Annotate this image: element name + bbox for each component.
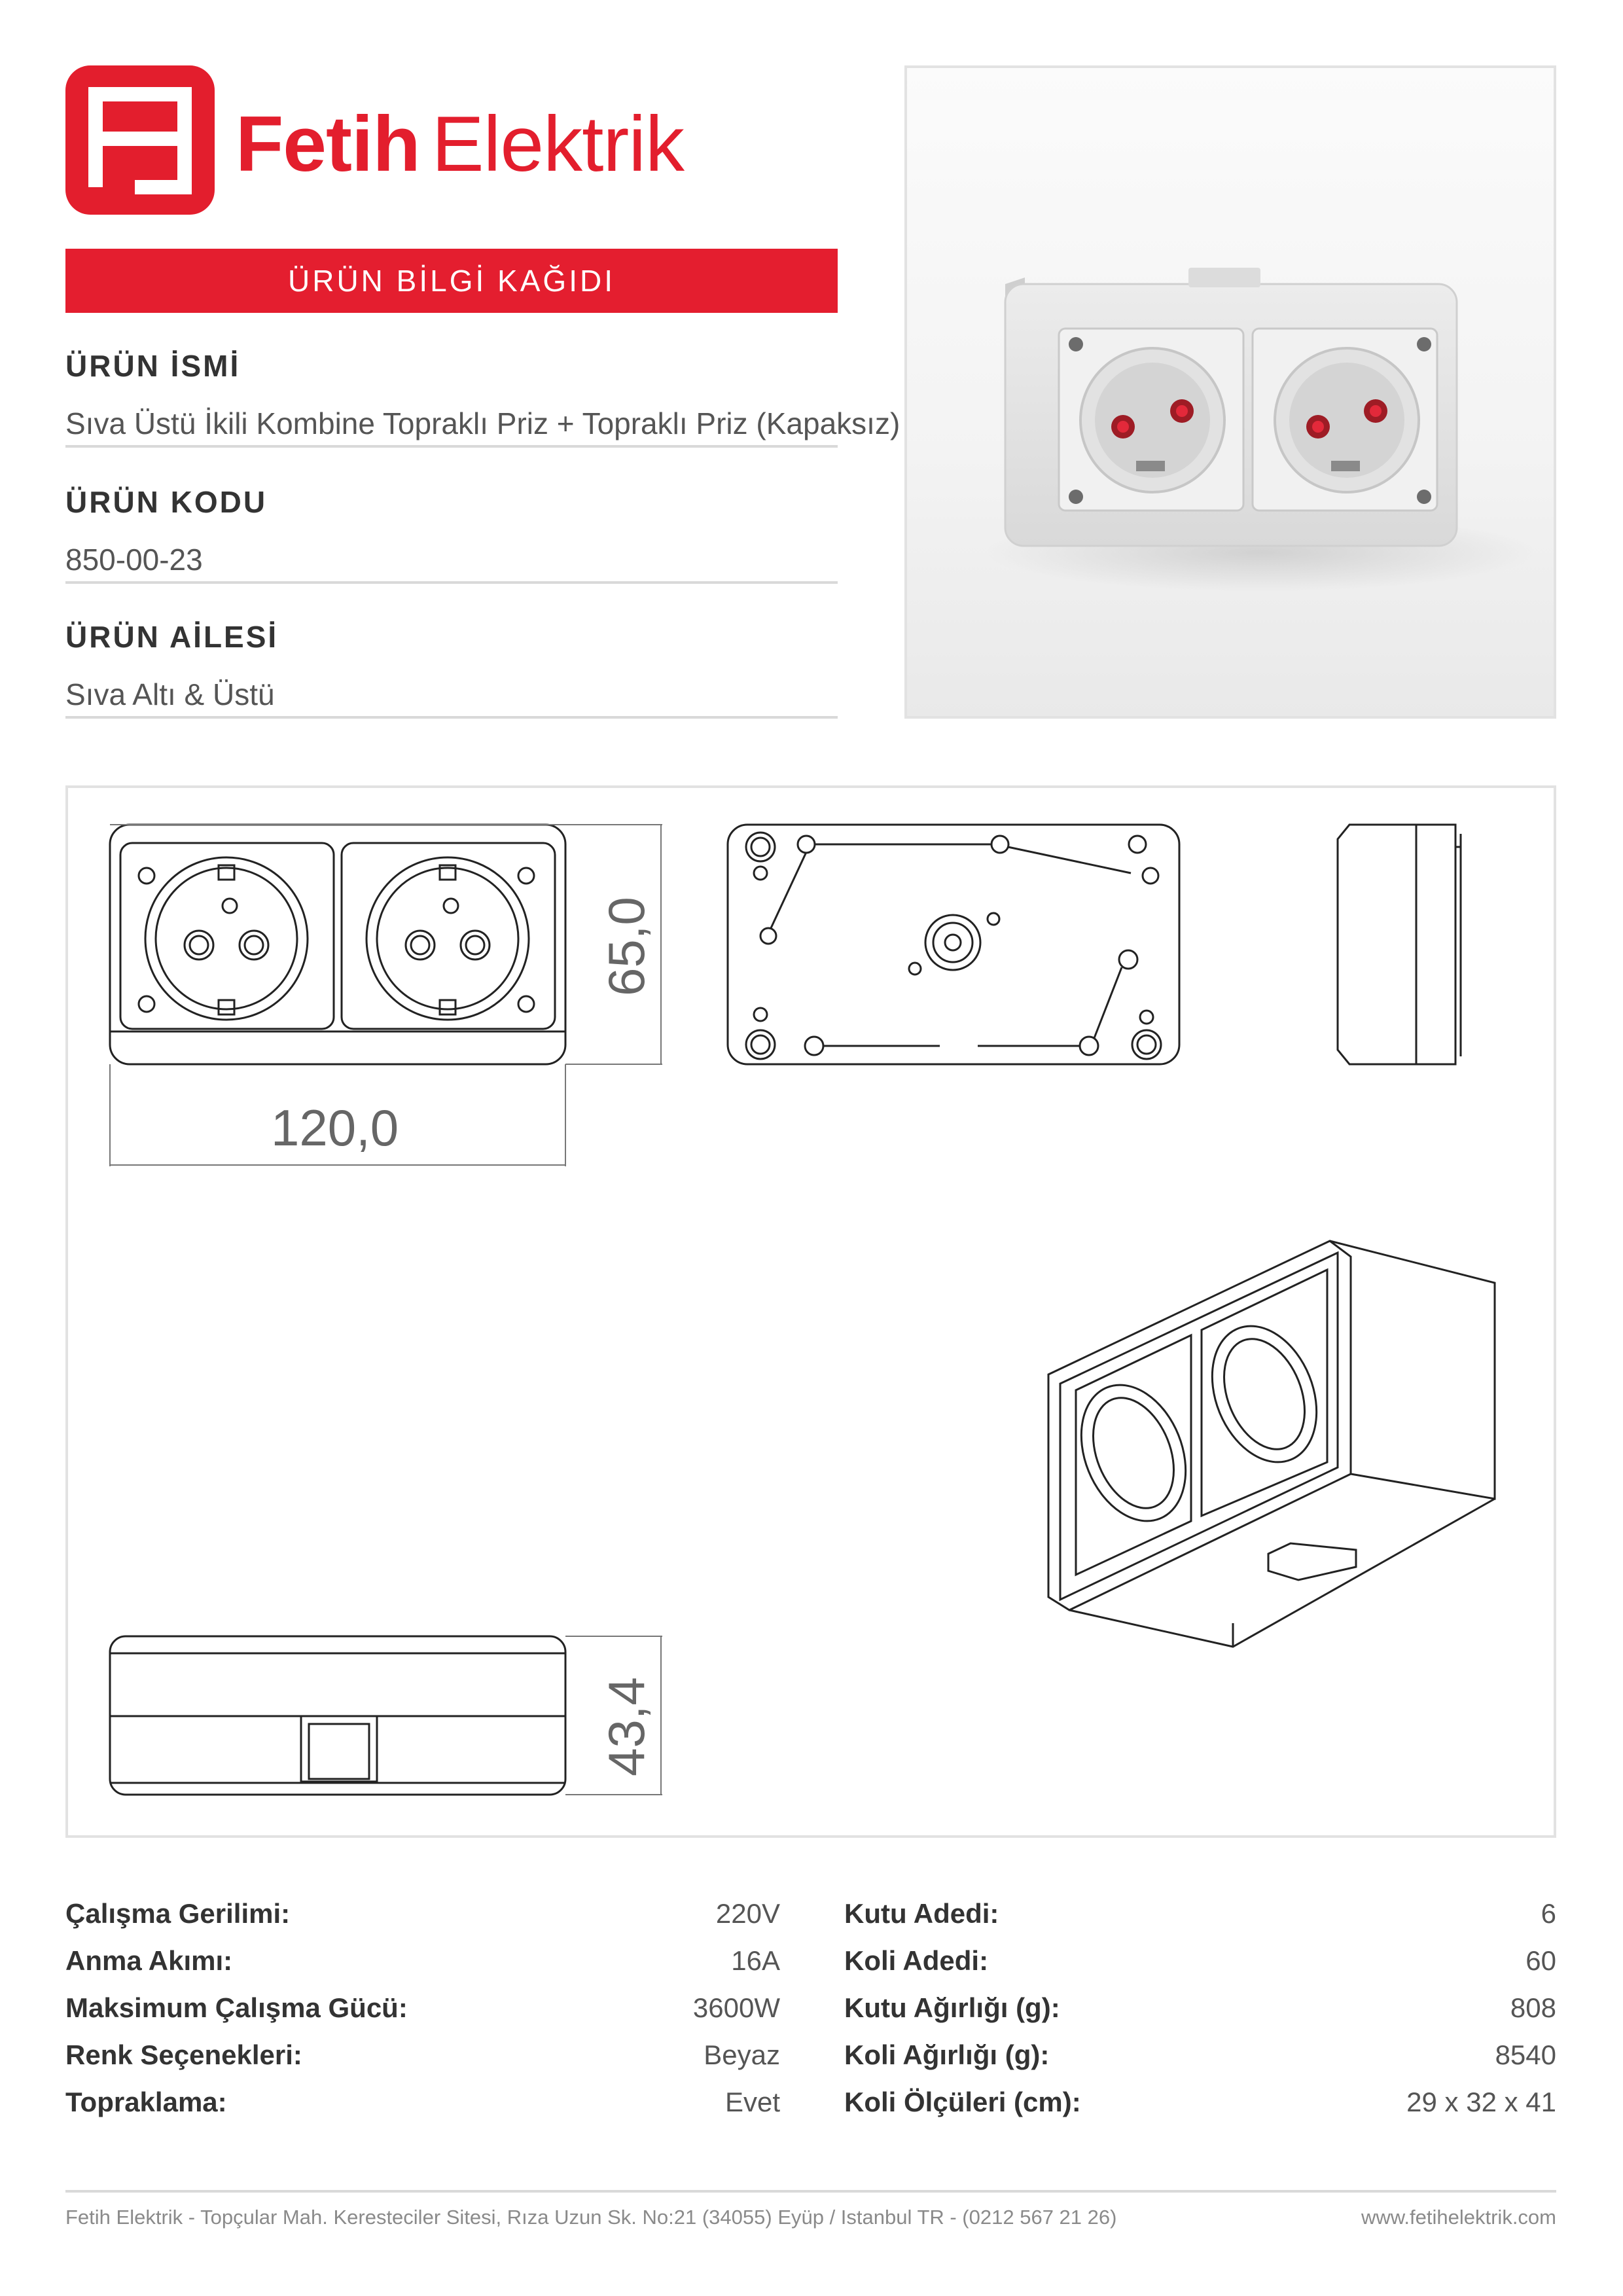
fe-monogram-logo: [65, 65, 215, 215]
spec-value: 6: [1541, 1898, 1556, 1929]
socket-render: [907, 68, 1554, 716]
product-family-label: ÜRÜN AİLESİ: [65, 620, 279, 654]
product-code-label: ÜRÜN KODU: [65, 485, 268, 519]
spec-value: 220V: [715, 1898, 780, 1929]
height-dimension: 65,0: [597, 897, 655, 996]
technical-drawing: [65, 785, 1556, 1838]
footer-divider: [65, 2190, 1556, 2193]
spec-value: Beyaz: [704, 2039, 780, 2070]
spec-label: Maksimum Çalışma Gücü:: [65, 1992, 408, 2023]
front-view: [110, 825, 565, 1064]
spec-value: Evet: [724, 2087, 780, 2117]
spec-label: Anma Akımı:: [65, 1945, 233, 1976]
rear-view: [728, 825, 1179, 1064]
footer-website: www.fetihelektrik.com: [1361, 2206, 1556, 2229]
isometric-view: [1048, 1241, 1495, 1647]
side-view: [1338, 825, 1461, 1064]
brand-name: [236, 98, 684, 190]
spec-value: 60: [1525, 1945, 1556, 1976]
brand-name-bold: Fetih: [236, 100, 420, 188]
sheet-title: ÜRÜN BİLGİ KAĞIDI: [65, 249, 838, 313]
spec-label: Kutu Ağırlığı (g):: [844, 1992, 1060, 2023]
spec-value: 8540: [1495, 2039, 1556, 2070]
spec-label: Kutu Adedi:: [844, 1898, 999, 1929]
bottom-view: [110, 1636, 565, 1795]
divider: [65, 445, 838, 448]
divider: [65, 716, 838, 719]
spec-label: Koli Ölçüleri (cm):: [844, 2087, 1081, 2117]
depth-dimension: 43,4: [597, 1677, 655, 1776]
spec-label: Çalışma Gerilimi:: [65, 1898, 291, 1929]
drawing-canvas: [68, 788, 1554, 1835]
spec-label: Renk Seçenekleri:: [65, 2039, 302, 2070]
spec-label: Topraklama:: [65, 2087, 227, 2117]
footer-address: Fetih Elektrik - Topçular Mah. Kerestеciler Sitesi, Rıza Uzun Sk. No:21 (34055) Eyüp / Istanbul TR - (0212 567 21 26): [65, 2206, 1117, 2229]
divider: [65, 581, 838, 584]
spec-value: 29 x 32 x 41: [1406, 2087, 1556, 2117]
spec-value: 808: [1510, 1992, 1556, 2023]
product-photo: [904, 65, 1556, 719]
spec-label: Koli Adedi:: [844, 1945, 989, 1976]
brand-name-regular: Elektrik: [431, 100, 685, 188]
spec-label: Koli Ağırlığı (g):: [844, 2039, 1050, 2070]
product-name-label: ÜRÜN İSMİ: [65, 349, 241, 383]
product-code-value: 850-00-23: [65, 543, 203, 577]
product-name-value: Sıva Üstü İkili Kombine Topraklı Priz + Topraklı Priz (Kapaksız): [65, 406, 901, 440]
spec-value: 16A: [731, 1945, 780, 1976]
width-dimension: 120,0: [271, 1099, 399, 1157]
product-family-value: Sıva Altı & Üstü: [65, 677, 275, 711]
spec-value: 3600W: [692, 1992, 780, 2023]
